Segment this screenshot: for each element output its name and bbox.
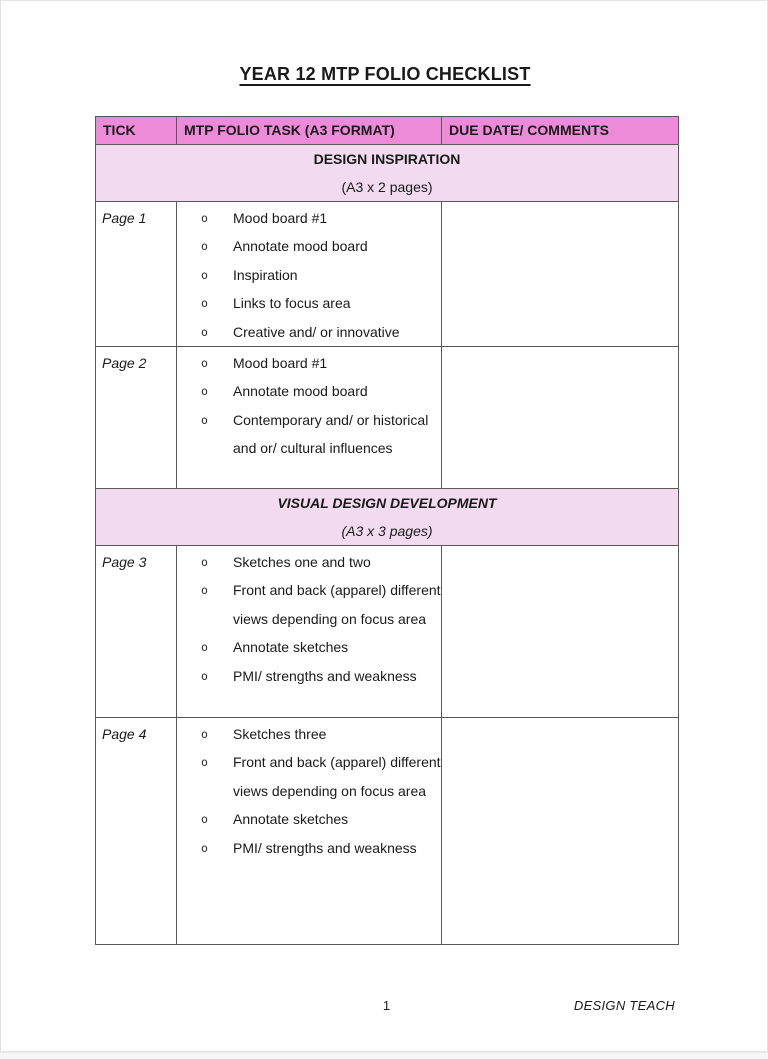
table-row-page-2 [96,347,679,489]
bullet-icon: o [201,356,208,371]
bullet-icon: o [201,324,208,339]
task-cell [177,718,442,945]
task-text: PMI/ strengths and weakness [233,667,417,684]
task-item [177,406,441,463]
task-item [177,576,441,633]
bullet-icon: o [201,583,208,598]
page-edge [0,1052,768,1059]
task-item [177,232,441,260]
task-text: Sketches three [233,726,327,743]
section-title: VISUAL DESIGN DEVELOPMENT [277,495,497,512]
bullet-icon: o [201,555,208,570]
task-item [177,261,441,289]
section-header-design-inspiration [96,145,679,202]
task-item [177,720,441,748]
bullet-icon: o [201,239,208,254]
folio-checklist-table [95,116,679,945]
bullet-icon: o [201,812,208,827]
task-item [177,834,441,862]
due-date-comments-cell [442,202,679,347]
page-title [1,64,768,85]
footer-brand: DESIGN TEACH [573,998,675,1013]
task-text: Creative and/ or innovative [233,323,400,340]
section-subtitle: (A3 x 2 pages) [341,179,433,195]
task-item [177,377,441,405]
tick-cell: Page 1 [96,202,177,347]
column-header-tick: TICK [96,117,177,145]
task-text: Mood board #1 [233,355,328,372]
task-item [177,204,441,232]
task-text: PMI/ strengths and weakness [233,839,417,856]
task-text: Front and back (apparel) different views depending on focus area [233,582,441,627]
tick-cell: Page 4 [96,718,177,945]
task-item [177,318,441,346]
tick-cell: Page 3 [96,546,177,718]
task-text: Annotate sketches [233,639,349,656]
page-title-text: YEAR 12 MTP FOLIO CHECKLIST [239,64,531,84]
section-header-visual-design-development [96,489,679,546]
due-date-comments-cell [442,347,679,489]
task-item [177,349,441,377]
table-header-row [96,117,679,145]
task-item [177,662,441,690]
task-text: Annotate sketches [233,811,349,828]
bullet-icon: o [201,211,208,225]
task-item [177,805,441,833]
task-cell [177,347,442,489]
task-text: Links to focus area [233,295,351,312]
task-cell [177,546,442,718]
bullet-icon: o [201,840,208,855]
task-text: Sketches one and two [233,554,371,571]
task-text: Mood board #1 [233,210,328,226]
bullet-icon: o [201,668,208,683]
task-item [177,548,441,576]
section-subtitle: (A3 x 3 pages) [341,523,433,540]
column-header-task: MTP FOLIO TASK (A3 FORMAT) [177,117,442,145]
due-date-comments-cell [442,546,679,718]
task-text: Annotate mood board [233,383,368,400]
task-text: Inspiration [233,266,298,283]
task-text: Annotate mood board [233,238,368,255]
bullet-icon: o [201,755,208,770]
task-text: Front and back (apparel) different views depending on focus area [233,754,441,799]
footer-page-number: 1 [382,998,391,1013]
task-cell [177,202,442,347]
bullet-icon: o [201,727,208,742]
table-row-page-4 [96,718,679,945]
tick-cell: Page 2 [96,347,177,489]
task-item [177,289,441,317]
bullet-icon: o [201,296,208,311]
bullet-icon: o [201,267,208,282]
table-row-page-1 [96,202,679,347]
bullet-icon: o [201,640,208,655]
task-text: Contemporary and/ or historical and or/ cultural influences [233,411,429,457]
due-date-comments-cell [442,718,679,945]
bullet-icon: o [201,384,208,399]
column-header-due-date: DUE DATE/ COMMENTS [442,117,679,145]
bullet-icon: o [201,412,208,427]
section-title: DESIGN INSPIRATION [313,151,461,167]
task-item [177,748,441,805]
table-row-page-3 [96,546,679,718]
task-item [177,633,441,661]
